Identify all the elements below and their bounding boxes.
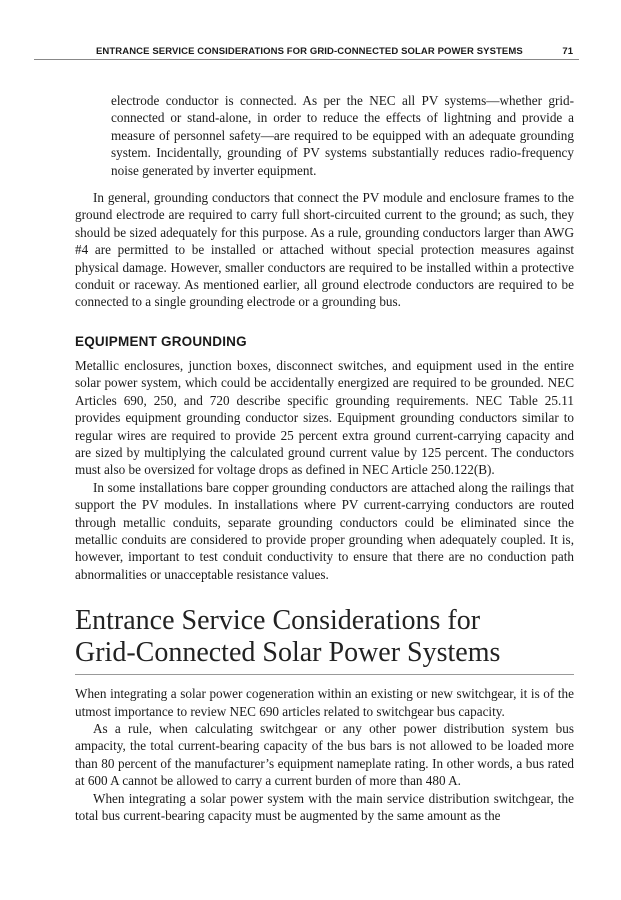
paragraph-main-service: When integrating a solar power system with the main service distribution switchgear, the total bus current-bearing capacity must be augmented by the same amount as the: [75, 790, 574, 823]
paragraph-continuation: electrode conductor is connected. As per the NEC all PV systems—whether grid-connected or stand-alone, in order to reduce the effects of lightning and provide a measure of personnel safety—are required to be equipped with an adequate grounding system. Incidentally, grounding of PV systems substantially reduces radio-frequency noise generated by inverter equipment.: [111, 93, 574, 178]
section-heading-equipment-grounding: EQUIPMENT GROUNDING: [75, 333, 247, 349]
paragraph-bare-copper: In some installations bare copper grounding conductors are attached along the railings that support the PV modules. In installations where PV current-carrying conductors are routed through metallic conduits, separate grounding conductors could be eliminated since the metallic conduits are considered to provide proper grounding when adequately coupled. It is, however, important to test conduit conductivity to ensure that there are no conduction path abnormalities or unacceptable resistance values.: [75, 479, 574, 582]
paragraph-bus-ampacity: As a rule, when calculating switchgear or any other power distribution system bus ampacity, the total current-bearing capacity of the bus bars is not allowed to be loaded more than 80 percent of the manufacturer’s equipment nameplate rating. In other words, a bus rated at 600 A cannot be allowed to carry a current burden of more than 480 A.: [75, 720, 574, 789]
page-body: [75, 92, 574, 824]
paragraph-integrating: When integrating a solar power cogeneration within an existing or new switchgear, it is of the utmost importance to review NEC 690 articles related to switchgear bus capacity.: [75, 686, 574, 719]
chapter-heading-line2: Grid-Connected Solar Power Systems: [75, 637, 501, 669]
chapter-heading: [75, 605, 574, 669]
page-number: 71: [562, 46, 573, 57]
chapter-rule: [75, 674, 574, 675]
chapter-heading-line1: Entrance Service Considerations for: [75, 605, 481, 637]
paragraph-grounding-conductors: In general, grounding conductors that connect the PV module and enclosure frames to the ground electrode are required to carry full short-circuited current to the ground; as such, they should be sized adequately for this purpose. As a rule, grounding conductors larger than AWG #4 are permitted to be installed or attached without special protection measures against physical damage. However, smaller conductors are required to be installed within a protective conduit or raceway. As mentioned earlier, all ground electrode conductors are required to be connected to a single grounding electrode or a grounding bus.: [75, 190, 574, 310]
paragraph-equipment-grounding: Metallic enclosures, junction boxes, disconnect switches, and equipment used in the entire solar power system, which could be accidentally energized are required to be grounded. NEC Articles 690, 250, and 720 describe specific grounding requirements. NEC Table 25.11 provides equipment grounding conductor sizes. Equipment grounding conductors similar to regular wires are required to provide 25 percent extra ground current-carrying capacity and are sized by multiplying the calculated ground current value by 125 percent. The conductors must also be oversized for voltage drops as defined in NEC Article 250.122(B).: [75, 357, 574, 478]
running-header: [34, 44, 579, 60]
running-title: ENTRANCE SERVICE CONSIDERATIONS FOR GRID-CONNECTED SOLAR POWER SYSTEMS: [96, 46, 523, 57]
